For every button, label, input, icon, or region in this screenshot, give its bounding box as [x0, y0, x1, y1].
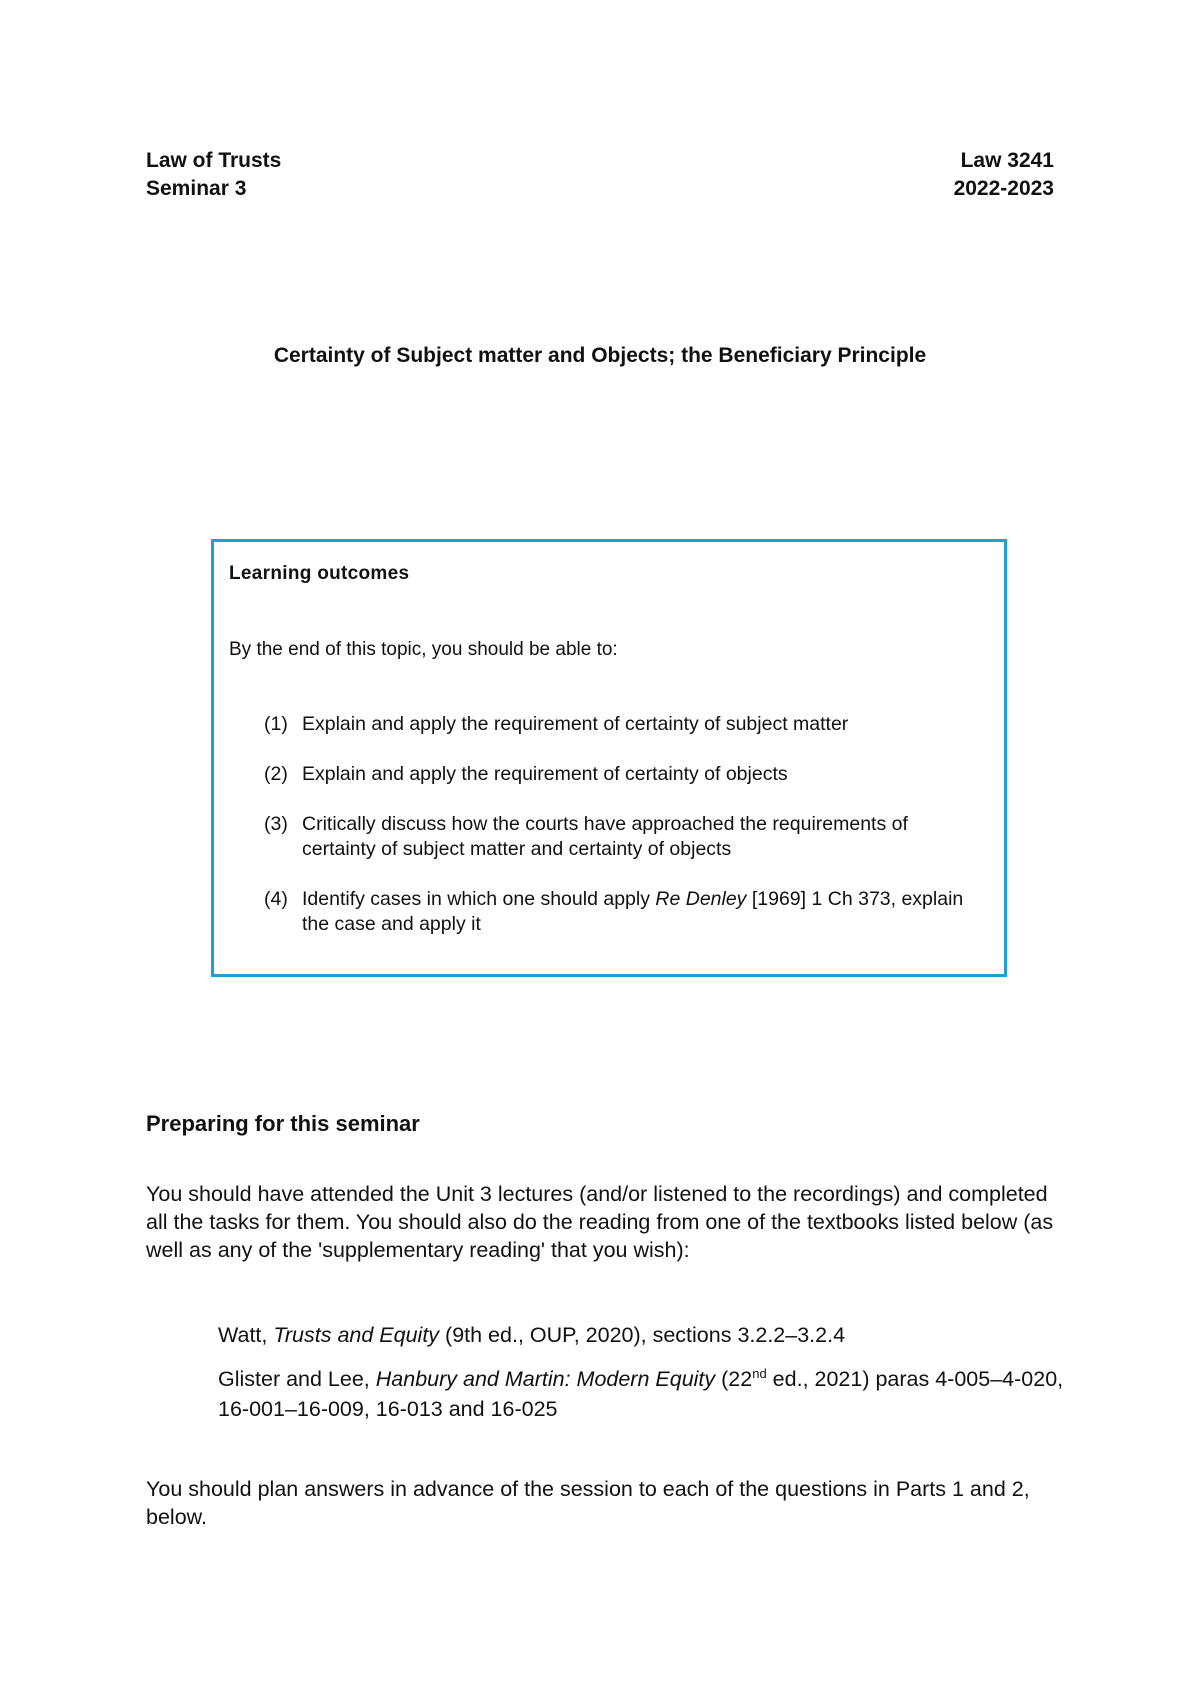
academic-year: 2022-2023 [953, 177, 1054, 200]
learning-outcomes-list [264, 712, 984, 962]
learning-outcomes-intro: By the end of this topic, you should be able to: [229, 639, 618, 660]
seminar-number: Seminar 3 [146, 177, 247, 200]
course-title: Law of Trusts [146, 149, 282, 172]
list-item [264, 812, 984, 862]
reading-item [218, 1364, 1068, 1424]
reading-edition: (22 [715, 1367, 753, 1391]
item-text-post: [1969] 1 Ch 373, explain the case and apply it [302, 888, 964, 935]
item-text: Explain and apply the requirement of certainty of subject matter [302, 713, 849, 735]
reading-author: Glister and Lee, [218, 1367, 376, 1391]
item-number: (1) [264, 713, 288, 735]
preparing-heading: Preparing for this seminar [146, 1111, 420, 1136]
preparing-intro: You should have attended the Unit 3 lectures (and/or listened to the recordings) and completed all the tasks for them. You should also do the reading from one of the textbooks listed below (as well as any of the 'supplementary reading' that you wish): [146, 1182, 1054, 1262]
item-text: Explain and apply the requirement of certainty of objects [302, 763, 788, 785]
list-item [264, 712, 984, 737]
header-right [954, 147, 1054, 203]
preparing-closing: You should plan answers in advance of the session to each of the questions in Parts 1 and 2, below. [146, 1477, 1030, 1529]
reading-book: Trusts and Equity [273, 1323, 440, 1347]
case-name: Re Denley [655, 888, 747, 910]
item-number: (2) [264, 763, 288, 785]
list-item [264, 762, 984, 787]
page-title: Certainty of Subject matter and Objects; the Beneficiary Principle [273, 344, 927, 367]
reading-detail: ed., 2021) paras 4-005–4-020, 16-001–16-009, 16-013 and 16-025 [218, 1367, 1064, 1421]
item-text-pre: Identify cases in which one should apply [302, 888, 656, 910]
reading-edition-suffix: nd [752, 1365, 767, 1381]
item-text [302, 887, 984, 937]
item-text: Critically discuss how the courts have approached the requirements of certainty of subject matter and certainty of objects [302, 813, 908, 860]
list-item [264, 887, 984, 937]
learning-outcomes-box [211, 539, 1007, 977]
reading-item [218, 1320, 1068, 1350]
item-number: (3) [264, 813, 288, 835]
reading-author: Watt, [218, 1323, 274, 1347]
learning-outcomes-heading: Learning outcomes [229, 563, 410, 584]
item-number: (4) [264, 888, 288, 910]
header-left [146, 147, 281, 203]
reading-detail: (9th ed., OUP, 2020), sections 3.2.2–3.2.4 [439, 1323, 846, 1347]
reading-book: Hanbury and Martin: Modern Equity [375, 1367, 716, 1391]
course-code: Law 3241 [960, 149, 1054, 172]
